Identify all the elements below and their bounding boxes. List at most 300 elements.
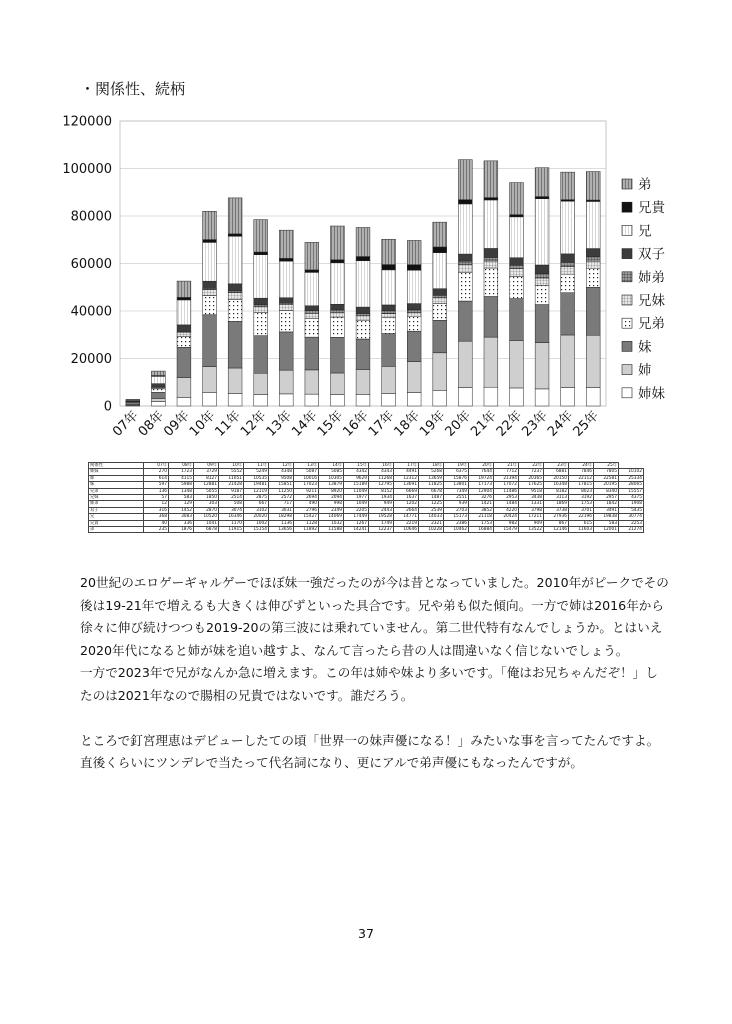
bar-segment-姉 bbox=[254, 373, 268, 394]
table-cell: 13522 bbox=[519, 527, 544, 533]
bar-segment-兄 bbox=[382, 270, 396, 305]
bar-segment-双子 bbox=[433, 289, 447, 296]
table-cell: 3491 bbox=[594, 507, 619, 513]
bar-segment-兄貴 bbox=[458, 200, 472, 204]
table-cell: 14771 bbox=[394, 514, 419, 520]
bar-segment-双子 bbox=[151, 384, 165, 387]
bar-segment-兄妹 bbox=[586, 261, 600, 268]
table-cell: 21118 bbox=[469, 514, 494, 520]
bar-segment-双子 bbox=[510, 258, 524, 266]
x-tick-label: 20年 bbox=[442, 408, 475, 440]
bar-segment-姉 bbox=[535, 343, 549, 389]
table-cell: 2321 bbox=[419, 520, 444, 526]
table-cell: 9211 bbox=[294, 488, 319, 494]
table-cell: 2572 bbox=[269, 495, 294, 501]
table-cell: 998 bbox=[319, 501, 344, 507]
bar-segment-兄貴 bbox=[279, 258, 293, 261]
table-cell: 2694 bbox=[294, 495, 319, 501]
bar-segment-弟 bbox=[356, 227, 370, 256]
bar-segment-兄妹 bbox=[177, 332, 191, 336]
table-cell: 5435 bbox=[619, 507, 644, 513]
bar-segment-双子 bbox=[279, 298, 293, 303]
x-tick-label: 12年 bbox=[238, 408, 270, 440]
bar-segment-双子 bbox=[356, 307, 370, 313]
bar-segment-姉弟 bbox=[382, 311, 396, 314]
table-cell: 490 bbox=[294, 501, 319, 507]
table-cell: 2875 bbox=[244, 495, 269, 501]
table-cell: 姉妹 bbox=[89, 469, 144, 475]
bar-segment-姉 bbox=[305, 370, 319, 394]
table-cell: 7644 bbox=[469, 469, 494, 475]
bar-segment-双子 bbox=[484, 248, 498, 257]
table-cell: 3083 bbox=[169, 514, 194, 520]
table-cell: 10462 bbox=[444, 527, 469, 533]
table-cell: 2205 bbox=[344, 507, 369, 513]
bar-segment-姉妹 bbox=[177, 398, 191, 406]
bar-segment-兄貴 bbox=[177, 297, 191, 299]
table-cell: 982 bbox=[494, 520, 519, 526]
bar-segment-姉妹 bbox=[228, 393, 242, 406]
table-cell: 1331 bbox=[519, 501, 544, 507]
table-cell: 1136 bbox=[269, 520, 294, 526]
bar-segment-兄 bbox=[228, 236, 242, 284]
bar-segment-兄弟 bbox=[331, 317, 345, 337]
bar-segment-姉妹 bbox=[458, 387, 472, 406]
bar-segment-兄弟 bbox=[407, 316, 421, 331]
table-cell: 兄 bbox=[89, 514, 144, 520]
table-cell: 1267 bbox=[344, 520, 369, 526]
table-cell: 129 bbox=[169, 501, 194, 507]
table-cell: 14069 bbox=[319, 514, 344, 520]
table-cell: 21394 bbox=[494, 475, 519, 481]
table-cell: 25年 bbox=[594, 463, 619, 469]
bar-segment-姉 bbox=[177, 378, 191, 398]
y-tick-label: 60000 bbox=[70, 257, 112, 272]
table-cell: 1348 bbox=[169, 488, 194, 494]
bar-segment-弟 bbox=[305, 242, 319, 270]
table-cell: 1202 bbox=[394, 501, 419, 507]
bar-segment-兄弟 bbox=[586, 268, 600, 287]
bar-segment-姉妹 bbox=[586, 387, 600, 406]
bar-segment-兄 bbox=[151, 376, 165, 383]
table-cell: 11588 bbox=[319, 527, 344, 533]
table-cell: 11049 bbox=[344, 488, 369, 494]
bar-segment-双子 bbox=[561, 254, 575, 263]
bar-segment-兄妹 bbox=[356, 316, 370, 321]
table-cell: 316 bbox=[144, 507, 169, 513]
table-cell: 11915 bbox=[219, 527, 244, 533]
table-cell: 6881 bbox=[544, 469, 569, 475]
bar-segment-兄弟 bbox=[484, 268, 498, 297]
legend-swatch bbox=[622, 225, 632, 235]
x-tick-label: 10年 bbox=[186, 408, 219, 440]
table-cell: 双子 bbox=[89, 507, 144, 513]
bar-segment-姉 bbox=[561, 335, 575, 387]
bar-segment-兄貴 bbox=[484, 198, 498, 200]
bar-segment-兄貴 bbox=[228, 234, 242, 236]
bar-segment-双子 bbox=[382, 305, 396, 311]
table-cell: 1977 bbox=[344, 495, 369, 501]
bar-segment-双子 bbox=[228, 284, 242, 291]
bar-segment-兄妹 bbox=[331, 312, 345, 317]
table-cell: 15427 bbox=[294, 514, 319, 520]
table-cell: 12904 bbox=[469, 488, 494, 494]
bar-segment-姉 bbox=[510, 340, 524, 388]
table-cell: 17211 bbox=[519, 514, 544, 520]
bar-segment-姉 bbox=[151, 398, 165, 401]
table-cell: 4343 bbox=[369, 469, 394, 475]
legend-swatch bbox=[622, 318, 632, 328]
bar-segment-弟 bbox=[254, 220, 268, 252]
bar-segment-姉弟 bbox=[510, 265, 524, 268]
table-cell: 1452 bbox=[169, 507, 194, 513]
bar-segment-兄 bbox=[305, 272, 319, 305]
table-cell: 5085 bbox=[319, 469, 344, 475]
table-cell: 姉 bbox=[89, 475, 144, 481]
legend bbox=[622, 177, 667, 402]
table-cell: 3701 bbox=[569, 507, 594, 513]
table-cell: 583 bbox=[594, 520, 619, 526]
table-cell: 10520 bbox=[194, 514, 219, 520]
table-cell: 20365 bbox=[519, 475, 544, 481]
bar-segment-姉 bbox=[356, 369, 370, 394]
paragraph: 一方で2023年で兄がなんか急に増えます。この年は姉や妹より多いです。「俺はお兄ちゃんだぞ！」したのは2021年なので腸相の兄貴ではないです。誰だろう。 bbox=[80, 665, 658, 703]
bar-segment-弟 bbox=[228, 198, 242, 234]
table-cell: 1908 bbox=[619, 501, 644, 507]
table-cell: 16年 bbox=[369, 463, 394, 469]
bar-segment-兄貴 bbox=[433, 247, 447, 253]
bar-segment-姉妹 bbox=[151, 402, 165, 406]
x-tick-label: 15年 bbox=[314, 408, 347, 440]
table-cell: 2443 bbox=[369, 507, 394, 513]
table-cell: 14年 bbox=[319, 463, 344, 469]
table-cell: 3192 bbox=[569, 495, 594, 501]
table-cell: 3276 bbox=[469, 495, 494, 501]
stacked-bar-chart bbox=[0, 100, 732, 460]
table-cell: 6375 bbox=[444, 469, 469, 475]
table-cell: 12146 bbox=[544, 527, 569, 533]
bar-segment-兄弟 bbox=[203, 296, 217, 315]
bar-segment-兄貴 bbox=[382, 265, 396, 270]
table-cell: 1753 bbox=[569, 501, 594, 507]
table-cell: 22年 bbox=[519, 463, 544, 469]
bar-segment-弟 bbox=[433, 222, 447, 247]
table-cell: 1637 bbox=[394, 495, 419, 501]
table-cell: 3852 bbox=[469, 507, 494, 513]
table-cell: 10646 bbox=[394, 527, 419, 533]
bar-segment-姉妹 bbox=[382, 394, 396, 406]
bar-segment-姉妹 bbox=[203, 393, 217, 406]
bar-segment-妹 bbox=[254, 336, 268, 374]
bar-segment-兄 bbox=[510, 217, 524, 258]
table-cell: 5087 bbox=[294, 469, 319, 475]
bar-segment-兄 bbox=[407, 270, 421, 303]
table-cell: 9518 bbox=[519, 488, 544, 494]
bar-segment-姉 bbox=[407, 362, 421, 393]
table-cell: 40 bbox=[144, 520, 169, 526]
table-cell: 270 bbox=[144, 469, 169, 475]
bar-segment-兄貴 bbox=[331, 260, 345, 263]
table-cell: 2386 bbox=[444, 520, 469, 526]
table-cell: 15876 bbox=[444, 475, 469, 481]
table-cell: 19528 bbox=[369, 514, 394, 520]
bar-segment-姉妹 bbox=[279, 394, 293, 406]
table-cell: 8340 bbox=[594, 488, 619, 494]
bar-segment-弟 bbox=[535, 168, 549, 197]
table-cell: 583 bbox=[169, 495, 194, 501]
table-cell: 17449 bbox=[344, 514, 369, 520]
table-cell: 4342 bbox=[344, 469, 369, 475]
table-cell: 1753 bbox=[469, 520, 494, 526]
bar-segment-妹 bbox=[203, 315, 217, 367]
bar-segment-兄妹 bbox=[305, 313, 319, 318]
bar-segment-兄貴 bbox=[535, 197, 549, 199]
table-cell: 弟 bbox=[89, 527, 144, 533]
bar-segment-姉妹 bbox=[305, 394, 319, 406]
table-cell: 597 bbox=[144, 482, 169, 488]
table-cell: 14241 bbox=[344, 527, 369, 533]
bar-segment-姉妹 bbox=[510, 388, 524, 406]
table-cell: 15年 bbox=[344, 463, 369, 469]
paragraph: ところで釘宮理恵はデビューしたての頃「世界一の妹声優になる！」みたいな事を言ってたんですよ。直後くらいにツンデレで当たって代名詞になり、更にアルで弟声優にもなったんですが。 bbox=[80, 732, 660, 771]
table-cell: 615 bbox=[569, 520, 594, 526]
table-cell: 14033 bbox=[419, 514, 444, 520]
legend-label: 双子 bbox=[638, 246, 665, 263]
table-cell: 10228 bbox=[419, 527, 444, 533]
table-cell: 12001 bbox=[594, 527, 619, 533]
bar-segment-姉 bbox=[203, 367, 217, 393]
table-cell: 6678 bbox=[419, 488, 444, 494]
table-cell: 5055 bbox=[194, 488, 219, 494]
table-cell: 28065 bbox=[619, 482, 644, 488]
bar-segment-兄妹 bbox=[382, 314, 396, 318]
table-cell: 717 bbox=[269, 501, 294, 507]
bar-segment-姉弟 bbox=[586, 257, 600, 261]
table-cell: 18年 bbox=[419, 463, 444, 469]
table-cell: 7349 bbox=[444, 488, 469, 494]
table-cell: 2551 bbox=[444, 495, 469, 501]
bar-segment-妹 bbox=[510, 299, 524, 341]
table-cell: 1850 bbox=[194, 495, 219, 501]
bar-segment-姉 bbox=[228, 368, 242, 393]
bar-segment-姉 bbox=[458, 341, 472, 387]
table-cell: 8920 bbox=[319, 488, 344, 494]
bar-segment-姉弟 bbox=[407, 310, 421, 313]
table-cell: 4491 bbox=[394, 469, 419, 475]
table-cell: 19年 bbox=[444, 463, 469, 469]
bar-segment-妹 bbox=[407, 331, 421, 361]
bar-segment-兄 bbox=[535, 199, 549, 265]
data-table-wrap bbox=[88, 462, 644, 542]
table-cell: 16348 bbox=[544, 482, 569, 488]
table-cell: 8023 bbox=[569, 488, 594, 494]
x-tick-label: 19年 bbox=[417, 408, 449, 440]
table-cell: 1876 bbox=[169, 527, 194, 533]
bar-segment-弟 bbox=[407, 240, 421, 264]
bar-segment-姉弟 bbox=[356, 313, 370, 315]
table-cell: 1842 bbox=[594, 501, 619, 507]
table-cell: 10305 bbox=[319, 475, 344, 481]
table-cell: 13691 bbox=[394, 482, 419, 488]
table-cell: 08年 bbox=[169, 463, 194, 469]
bar-segment-姉弟 bbox=[535, 274, 549, 278]
table-cell: 10102 bbox=[619, 469, 644, 475]
table-cell: 30774 bbox=[619, 514, 644, 520]
table-cell: 兄貴 bbox=[89, 520, 144, 526]
table-cell: 17173 bbox=[469, 482, 494, 488]
bar-segment-兄貴 bbox=[407, 265, 421, 271]
table-cell: 9629 bbox=[344, 475, 369, 481]
table-cell: 15173 bbox=[444, 514, 469, 520]
table-cell: 1749 bbox=[369, 520, 394, 526]
body-text bbox=[80, 572, 670, 775]
y-tick-label: 40000 bbox=[70, 304, 112, 320]
table-cell: 21年 bbox=[494, 463, 519, 469]
table-cell: 5552 bbox=[219, 469, 244, 475]
table-cell: 11250 bbox=[269, 488, 294, 494]
bar-segment-姉弟 bbox=[433, 295, 447, 297]
bar-segment-姉妹 bbox=[356, 394, 370, 406]
table-cell: 2539 bbox=[419, 507, 444, 513]
bar-segment-妹 bbox=[535, 305, 549, 343]
bar-segment-兄 bbox=[254, 255, 268, 298]
bar-segment-兄弟 bbox=[151, 389, 165, 392]
bar-segment-妹 bbox=[433, 320, 447, 353]
legend-swatch bbox=[622, 341, 632, 351]
table-cell: 21428 bbox=[219, 482, 244, 488]
table-cell: 18298 bbox=[269, 514, 294, 520]
y-axis bbox=[62, 115, 112, 415]
table-cell: 939 bbox=[444, 501, 469, 507]
table-cell: 17625 bbox=[519, 482, 544, 488]
bar-segment-兄弟 bbox=[305, 318, 319, 337]
bar-segment-妹 bbox=[279, 332, 293, 370]
table-cell: 1421 bbox=[469, 501, 494, 507]
table-cell: 3102 bbox=[244, 507, 269, 513]
bar-segment-兄貴 bbox=[203, 240, 217, 243]
bar-segment-兄妹 bbox=[407, 313, 421, 317]
table-cell: 57 bbox=[144, 495, 169, 501]
table-cell: 15154 bbox=[244, 527, 269, 533]
table-cell: 1869 bbox=[544, 501, 569, 507]
table-cell: 11892 bbox=[294, 527, 319, 533]
table-cell: 909 bbox=[519, 520, 544, 526]
bar-segment-兄妹 bbox=[203, 290, 217, 296]
bar-segment-兄妹 bbox=[433, 298, 447, 304]
table-cell: 兄妹 bbox=[89, 495, 144, 501]
table-cell: 19724 bbox=[469, 475, 494, 481]
x-tick-label: 25年 bbox=[570, 408, 603, 440]
bar-segment-弟 bbox=[484, 161, 498, 198]
bar-segment-姉 bbox=[279, 370, 293, 394]
table-cell: 1170 bbox=[219, 520, 244, 526]
bar-segment-兄妹 bbox=[510, 268, 524, 276]
table-cell: 17年 bbox=[394, 463, 419, 469]
table-cell: 12881 bbox=[194, 482, 219, 488]
bar-segment-兄妹 bbox=[279, 304, 293, 310]
table-cell: 20195 bbox=[594, 482, 619, 488]
table-cell: 7237 bbox=[519, 469, 544, 475]
table-cell: 867 bbox=[544, 520, 569, 526]
table-row bbox=[89, 527, 644, 533]
table-cell: 7846 bbox=[569, 469, 594, 475]
x-tick-label: 07年 bbox=[110, 408, 142, 440]
bar-segment-兄妹 bbox=[254, 307, 268, 313]
bar-segment-姉弟 bbox=[305, 311, 319, 314]
table-cell: 6878 bbox=[194, 527, 219, 533]
bar-segment-姉 bbox=[382, 366, 396, 393]
table-cell: 12年 bbox=[269, 463, 294, 469]
table-cell: 5988 bbox=[169, 482, 194, 488]
table-cell: 5268 bbox=[419, 469, 444, 475]
bar-segment-妹 bbox=[382, 334, 396, 367]
y-tick-label: 120000 bbox=[62, 114, 112, 130]
table-cell: 8182 bbox=[544, 488, 569, 494]
table-cell: 15479 bbox=[494, 527, 519, 533]
bar-segment-兄 bbox=[484, 200, 498, 249]
table-cell: 20424 bbox=[494, 514, 519, 520]
table-cell: 3729 bbox=[194, 469, 219, 475]
table-cell: 3738 bbox=[544, 507, 569, 513]
bar-segment-兄 bbox=[279, 261, 293, 298]
table-cell: 2703 bbox=[444, 507, 469, 513]
x-tick-label: 21年 bbox=[468, 408, 500, 440]
legend-swatch bbox=[622, 365, 632, 375]
table-cell: 136 bbox=[144, 488, 169, 494]
bar-segment-弟 bbox=[279, 230, 293, 258]
y-tick-label: 20000 bbox=[70, 352, 112, 367]
table-cell: 3438 bbox=[519, 495, 544, 501]
bar-segment-姉 bbox=[586, 335, 600, 387]
table-cell: 1041 bbox=[194, 520, 219, 526]
bar-segment-妹 bbox=[561, 293, 575, 335]
bar-segment-兄弟 bbox=[228, 299, 242, 321]
legend-label: 兄貴 bbox=[638, 200, 665, 217]
bar-segment-姉弟 bbox=[331, 310, 345, 312]
table-cell: 1484 bbox=[494, 501, 519, 507]
bar-segment-姉妹 bbox=[254, 395, 268, 406]
bar-segment-姉弟 bbox=[254, 305, 268, 307]
table-cell: 508 bbox=[219, 501, 244, 507]
bar-segment-兄 bbox=[356, 261, 370, 307]
table-cell: 16346 bbox=[219, 514, 244, 520]
table-cell: 13659 bbox=[419, 475, 444, 481]
table-cell: 12119 bbox=[244, 488, 269, 494]
table-cell: 4220 bbox=[494, 507, 519, 513]
bar-segment-双子 bbox=[458, 254, 472, 261]
legend-swatch bbox=[622, 202, 632, 212]
table-cell: 1723 bbox=[169, 469, 194, 475]
bar-segment-姉妹 bbox=[535, 389, 549, 406]
legend-swatch bbox=[622, 179, 632, 189]
x-tick-label: 11年 bbox=[212, 408, 244, 440]
table-cell: 4115 bbox=[169, 475, 194, 481]
bar-segment-兄 bbox=[561, 201, 575, 254]
y-tick-label: 80000 bbox=[70, 209, 112, 225]
bar-segment-双子 bbox=[254, 298, 268, 305]
bar-segment-姉弟 bbox=[484, 257, 498, 261]
y-tick-label: 0 bbox=[103, 399, 112, 415]
table-cell: 1049 bbox=[344, 501, 369, 507]
bar-segment-兄弟 bbox=[433, 304, 447, 321]
table-cell: 11825 bbox=[419, 482, 444, 488]
table-cell: 614 bbox=[144, 475, 169, 481]
table-cell: 3113 bbox=[544, 495, 569, 501]
table-cell: 13801 bbox=[444, 482, 469, 488]
bar-segment-姉 bbox=[331, 373, 345, 395]
table-cell: 19481 bbox=[244, 482, 269, 488]
table-cell: 336 bbox=[169, 520, 194, 526]
